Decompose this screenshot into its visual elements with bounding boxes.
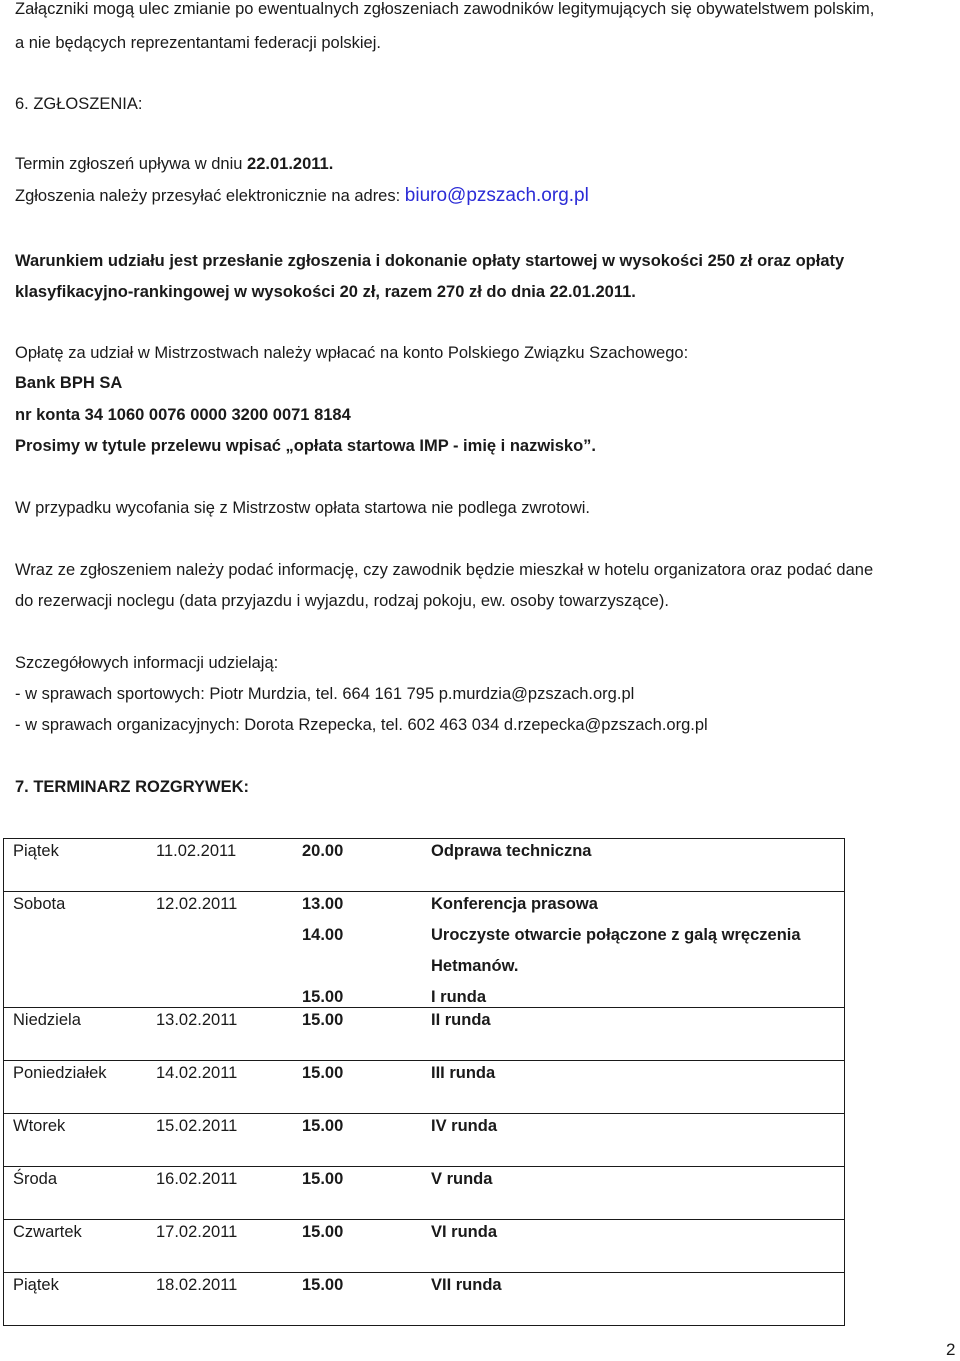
date-cell: 15.02.2011 [156,1117,238,1135]
table-row [4,1008,845,1061]
bank-name: Bank BPH SA [15,374,123,392]
event-cell: VII runda [431,1276,502,1294]
date-cell: 14.02.2011 [156,1064,238,1082]
condition-line-1: Warunkiem udziału jest przesłanie zgłoszenia i dokonanie opłaty startowej w wysokości 250 zł oraz opłaty [15,252,845,270]
deadline-prefix: Termin zgłoszeń upływa w dniu [15,155,248,173]
day-cell: Poniedziałek [13,1064,107,1082]
time-cell: 15.00 [302,1011,344,1029]
deadline-date: 22.01.2011. [247,155,334,173]
table-row [4,1220,845,1273]
event-cell: Uroczyste otwarcie połączone z galą wręczenia [431,926,801,944]
day-cell: Piątek [13,1276,59,1294]
intro-line-2: a nie będących reprezentantami federacji polskiej. [15,34,381,52]
section-6-heading: 6. ZGŁOSZENIA: [15,95,143,113]
time-cell: 14.00 [302,926,344,944]
date-cell: 11.02.2011 [156,842,237,860]
table-row [4,1167,845,1220]
event-cell: III runda [431,1064,496,1082]
deadline-line [15,155,333,174]
table-row [4,1114,845,1167]
transfer-title: Prosimy w tytule przelewu wpisać „opłata startowa IMP - imię i nazwisko”. [15,437,597,455]
page-number: 2 [946,1340,956,1359]
intro-line-1: Załączniki mogą ulec zmianie po ewentualnych zgłoszeniach zawodników legitymujących się obywatelstwem polskim, [15,0,875,18]
time-cell: 13.00 [302,895,344,913]
date-cell: 13.02.2011 [156,1011,238,1029]
day-cell: Środa [13,1170,58,1188]
table-row [4,892,845,1008]
contact-sport: - w sprawach sportowych: Piotr Murdzia, tel. 664 161 795 p.murdzia@pzszach.org.pl [15,685,635,703]
date-cell: 12.02.2011 [156,895,238,913]
refund-notice: W przypadku wycofania się z Mistrzostw opłata startowa nie podlega zwrotowi. [15,499,590,517]
time-cell: 15.00 [302,1170,344,1188]
event-cell: Hetmanów. [431,957,519,975]
time-cell: 15.00 [302,1223,344,1241]
schedule-table [3,838,845,1326]
event-cell: VI runda [431,1223,498,1241]
hotel-line-2: do rezerwacji noclegu (data przyjazdu i wyjazdu, rodzaj pokoju, ew. osoby towarzyszące). [15,592,669,610]
condition-line-2: klasyfikacyjno-rankingowej w wysokości 20 zł, razem 270 zł do dnia 22.01.2011. [15,283,636,301]
table-row [4,1061,845,1114]
event-cell: I runda [431,988,487,1006]
event-cell: II runda [431,1011,491,1029]
payment-line: Opłatę za udział w Mistrzostwach należy wpłacać na konto Polskiego Związku Szachowego: [15,344,689,362]
event-cell: IV runda [431,1117,498,1135]
day-cell: Wtorek [13,1117,66,1135]
hotel-line-1: Wraz ze zgłoszeniem należy podać informację, czy zawodnik będzie mieszkał w hotelu organizatora oraz podać dane [15,561,874,579]
day-cell: Czwartek [13,1223,82,1241]
date-cell: 18.02.2011 [156,1276,238,1294]
date-cell: 17.02.2011 [156,1223,238,1241]
table-row [4,839,845,892]
day-cell: Niedziela [13,1011,81,1029]
date-cell: 16.02.2011 [156,1170,238,1188]
section-7-heading: 7. TERMINARZ ROZGRYWEK: [15,778,250,796]
day-cell: Sobota [13,895,66,913]
email-prefix: Zgłoszenia należy przesyłać elektronicznie na adres: [15,187,405,205]
event-cell: V runda [431,1170,493,1188]
email-link[interactable]: biuro@pzszach.org.pl [404,185,589,206]
info-heading: Szczegółowych informacji udzielają: [15,654,279,672]
event-cell: Odprawa techniczna [431,842,592,860]
account-number: nr konta 34 1060 0076 0000 3200 0071 8184 [15,406,351,424]
event-cell: Konferencja prasowa [431,895,598,913]
time-cell: 20.00 [302,842,344,860]
day-cell: Piątek [13,842,59,860]
contact-org: - w sprawach organizacyjnych: Dorota Rzepecka, tel. 602 463 034 d.rzepecka@pzszach.org.pl [15,716,708,734]
time-cell: 15.00 [302,1064,344,1082]
table-row [4,1273,845,1326]
time-cell: 15.00 [302,1276,344,1294]
time-cell: 15.00 [302,1117,344,1135]
time-cell: 15.00 [302,988,344,1006]
email-line [15,185,589,207]
